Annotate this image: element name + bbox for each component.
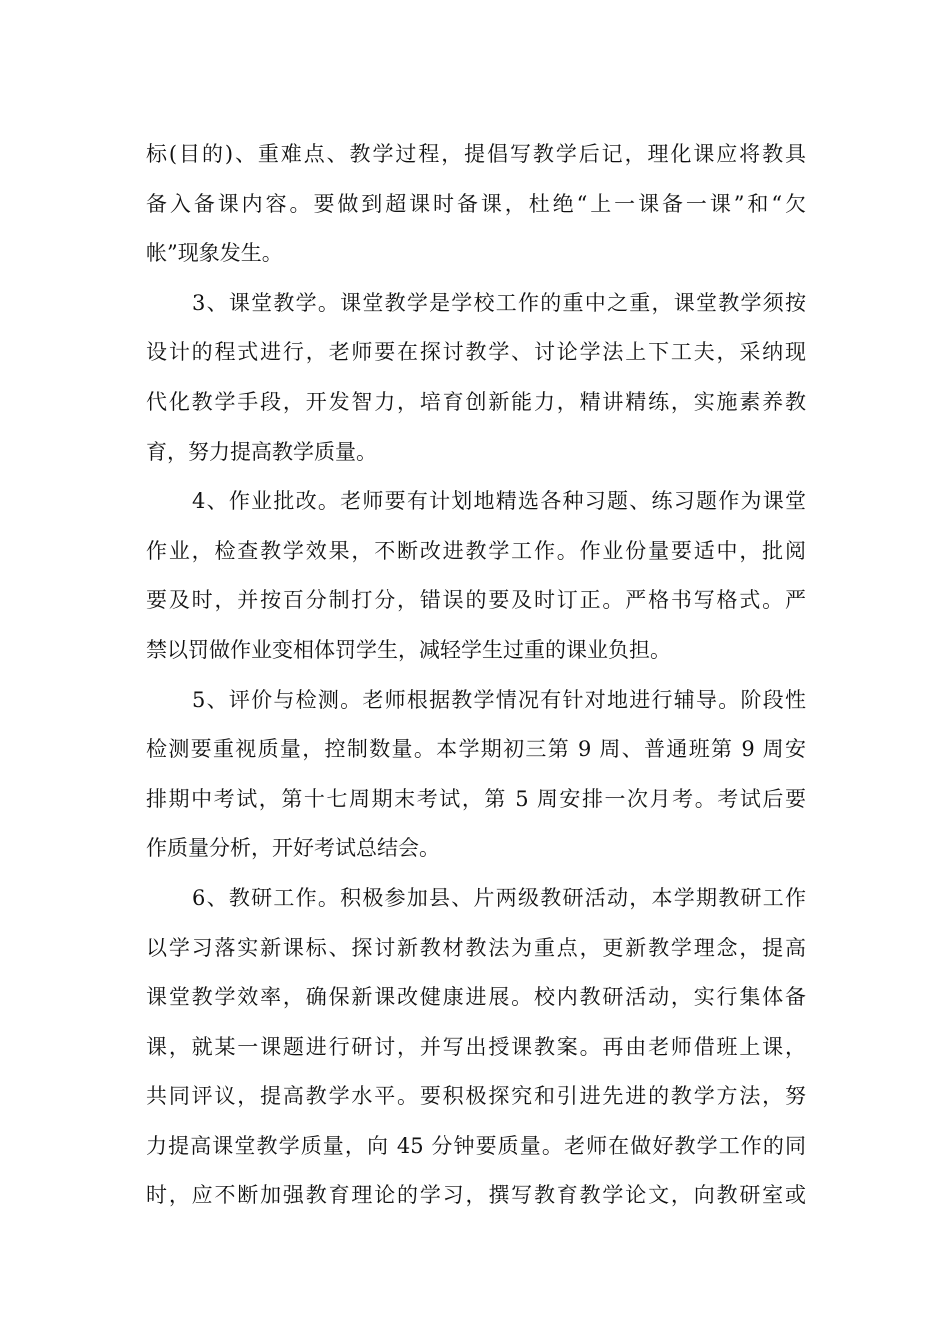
text-line: 作质量分析，开好考试总结会。 (146, 836, 440, 861)
text-line: 检测要重视质量，控制数量。本学期初三第 9 周、普通班第 9 周安 (146, 737, 806, 762)
text-line: 力提高课堂教学质量，向 45 分钟要质量。老师在做好教学工作的同 (146, 1133, 806, 1158)
document-page (146, 130, 806, 1221)
text-line: 4、作业批改。老师要有计划地精选各种习题、练习题作为课堂 (192, 489, 806, 514)
paragraph-evaluation-testing (146, 676, 806, 874)
text-line: 5、评价与检测。老师根据教学情况有针对地进行辅导。阶段性 (192, 687, 806, 712)
text-line: 共同评议，提高教学水平。要积极探究和引进先进的教学方法，努 (146, 1084, 806, 1109)
paragraph-lesson-prep-continued (146, 130, 806, 279)
text-line: 时，应不断加强教育理论的学习，撰写教育教学论文，向教研室或 (146, 1183, 806, 1208)
text-line: 育，努力提高教学质量。 (146, 439, 377, 464)
text-line: 标(目的)、重难点、教学过程，提倡写教学后记，理化课应将教具 (146, 142, 806, 166)
text-line: 代化教学手段，开发智力，培育创新能力，精讲精练，实施素养教 (146, 389, 806, 414)
text-line: 禁以罚做作业变相体罚学生，减轻学生过重的课业负担。 (146, 637, 671, 662)
text-line: 帐”现象发生。 (146, 241, 283, 266)
text-line: 课，就某一课题进行研讨，并写出授课教案。再由老师借班上课， (146, 1034, 806, 1059)
text-line: 设计的程式进行，老师要在探讨教学、讨论学法上下工夫，采纳现 (146, 340, 806, 365)
text-line: 作业，检查教学效果，不断改进教学工作。作业份量要适中，批阅 (146, 538, 806, 563)
text-line: 要及时，并按百分制打分，错误的要及时订正。严格书写格式。严 (146, 588, 806, 613)
paragraph-teaching-research (146, 874, 806, 1221)
text-line: 排期中考试，第十七周期末考试，第 5 周安排一次月考。考试后要 (146, 786, 806, 811)
text-line: 课堂教学效率，确保新课改健康进展。校内教研活动，实行集体备 (146, 985, 806, 1010)
text-line: 3、课堂教学。课堂教学是学校工作的重中之重，课堂教学须按 (192, 290, 806, 315)
paragraph-homework-grading (146, 477, 806, 675)
paragraph-classroom-teaching (146, 279, 806, 477)
text-line: 以学习落实新课标、探讨新教材教法为重点，更新教学理念，提高 (146, 935, 806, 960)
text-line: 备入备课内容。要做到超课时备课，杜绝“上一课备一课”和“欠 (146, 191, 806, 216)
text-line: 6、教研工作。积极参加县、片两级教研活动，本学期教研工作 (192, 885, 806, 910)
